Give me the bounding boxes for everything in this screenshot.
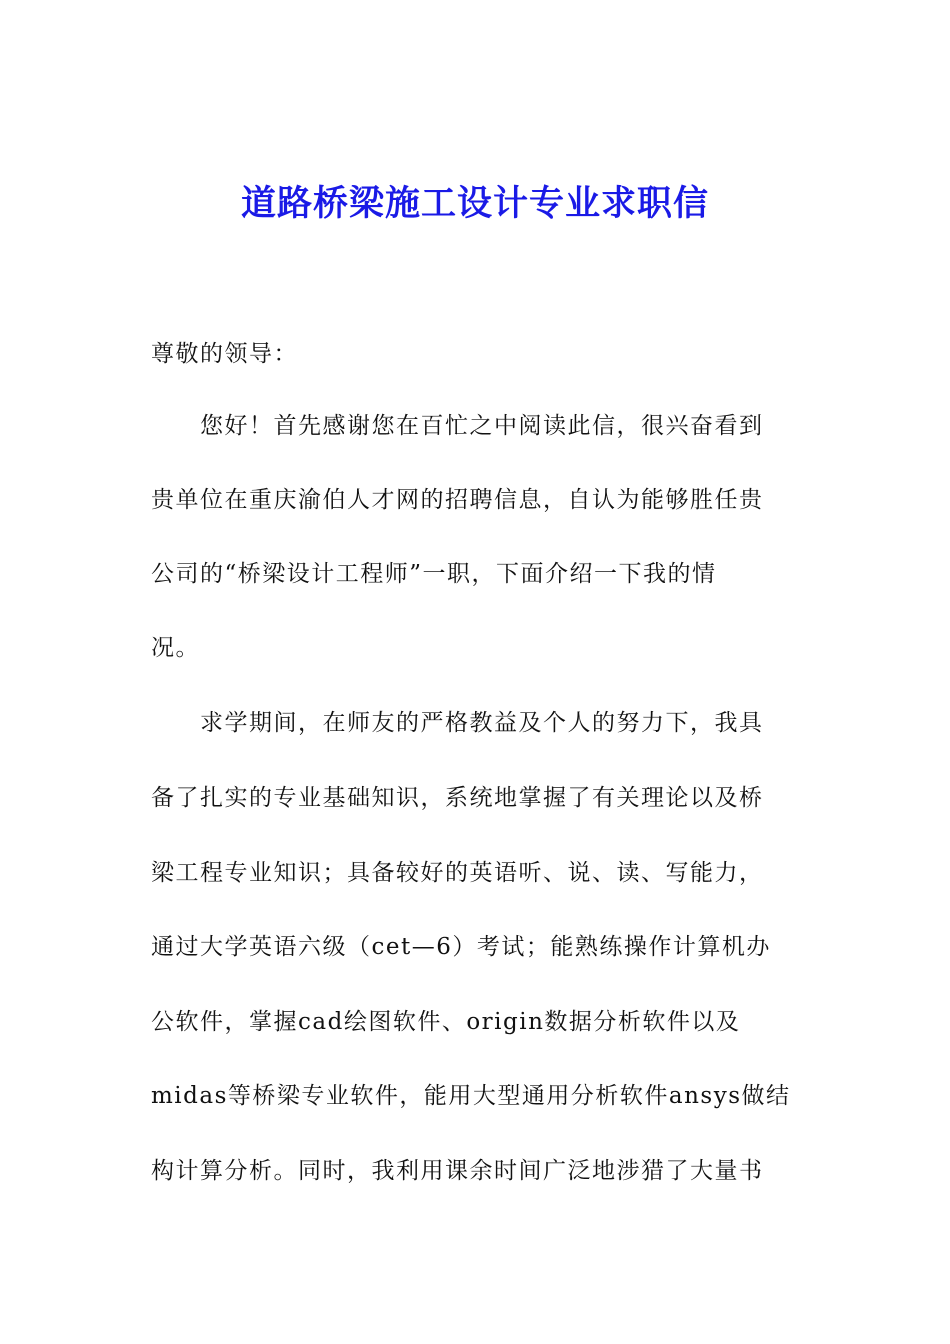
body-line: 求学期间，在师友的严格教益及个人的努力下，我具 bbox=[151, 710, 764, 736]
body-line: 况。 bbox=[151, 635, 200, 661]
salutation: 尊敬的领导： bbox=[151, 341, 298, 367]
body-line: 您好！首先感谢您在百忙之中阅读此信，很兴奋看到 bbox=[151, 413, 764, 439]
document-title: 道路桥梁施工设计专业求职信 bbox=[240, 183, 709, 224]
body-line: 梁工程专业知识；具备较好的英语听、说、读、写能力， bbox=[151, 860, 764, 886]
body-line: 贵单位在重庆渝伯人才网的招聘信息，自认为能够胜任贵 bbox=[151, 487, 764, 513]
body-line: 构计算分析。同时，我利用课余时间广泛地涉猎了大量书 bbox=[151, 1158, 764, 1184]
body-line: 公司的“桥梁设计工程师”一职，下面介绍一下我的情 bbox=[151, 561, 717, 587]
body-line: 备了扎实的专业基础知识，系统地掌握了有关理论以及桥 bbox=[151, 785, 764, 811]
body-line: midas等桥梁专业软件，能用大型通用分析软件ansys做结 bbox=[151, 1083, 791, 1109]
body-line: 通过大学英语六级（cet—6）考试；能熟练操作计算机办 bbox=[151, 934, 771, 960]
body-line: 公软件，掌握cad绘图软件、origin数据分析软件以及 bbox=[151, 1009, 741, 1035]
